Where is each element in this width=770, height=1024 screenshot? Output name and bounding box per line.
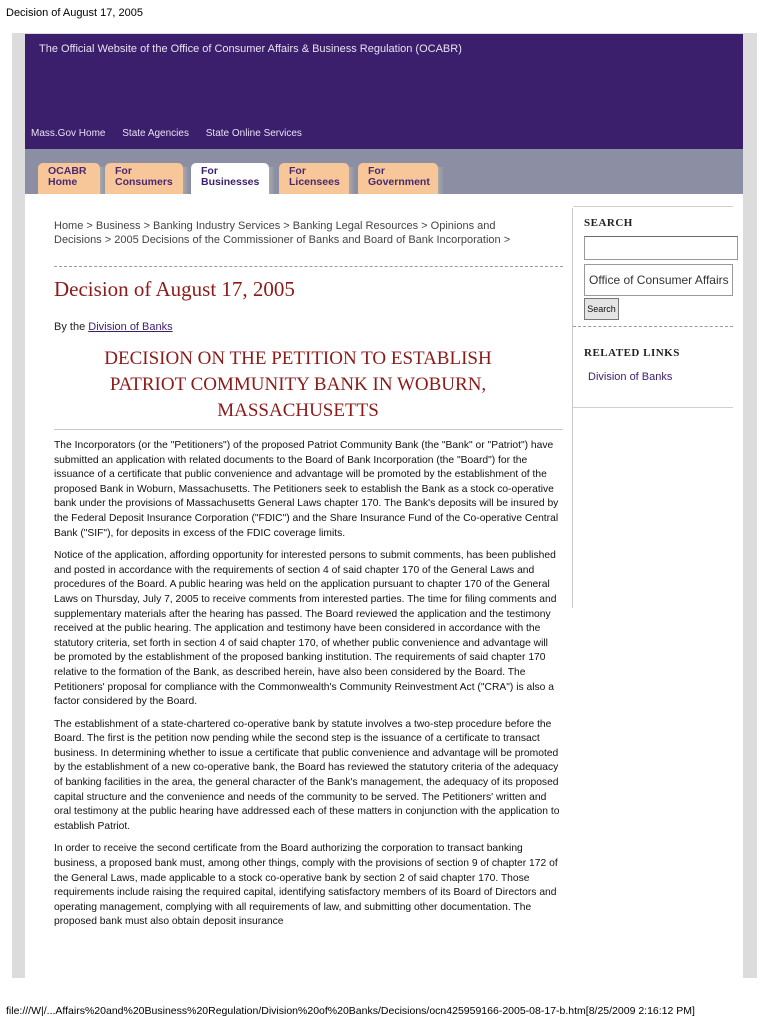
banner-title: The Official Website of the Office of Consumer Affairs & Business Regulation (OCABR) (39, 43, 462, 55)
tab-bar (25, 149, 743, 194)
utility-link-state-online-services[interactable]: State Online Services (205, 128, 302, 139)
print-footer: file:///W|/...Affairs%20and%20Business%20Regulation/Division%20of%20Banks/Decisions/ocn425959166-2005-08-17-b.htm[8/25/2009 2:16:12 PM] (6, 1005, 695, 1017)
decision-heading (54, 346, 542, 424)
tab-for-licensees[interactable] (279, 163, 349, 194)
decision-body (54, 439, 562, 938)
heading-divider (54, 429, 563, 430)
tab-label-line1: For (201, 165, 218, 177)
site-banner (25, 34, 743, 149)
tab-for-government[interactable] (358, 163, 438, 194)
division-of-banks-link[interactable]: Division of Banks (88, 321, 173, 333)
related-link-division-of-banks[interactable]: Division of Banks (588, 371, 673, 383)
breadcrumb-line-1[interactable]: Home > Business > Banking Industry Services > Banking Legal Resources > Opinions and (54, 220, 496, 232)
search-button[interactable]: Search (584, 298, 619, 320)
print-header: Decision of August 17, 2005 (6, 7, 143, 19)
byline (54, 321, 173, 333)
tab-label-line1: For (115, 165, 132, 177)
tab-ocabr-home[interactable] (38, 163, 100, 194)
tab-label-line2: Government (368, 176, 430, 188)
tab-label-line2: Home (48, 176, 78, 188)
paragraph-3: The establishment of a state-chartered co-operative bank by statute involves a two-step procedure before the Board. The first is the petition now pending while the second step is the issuance of a certificate to transact business. In determining whether to issue a certificate that public convenience and advantage will be promoted by the establishment of a new co-operative bank, the Board has reviewed the statutory criteria of the adequacy of banking facilities in the area, the general character of the Bank's management, the adequacy of its proposed capital structure and the convenience and needs of the community to be served. The Petitioners' written and oral testimony at the public hearing have addressed each of these matters in conjunction with the application to establish Patriot. (54, 718, 560, 832)
sidebar-separator (572, 208, 573, 608)
utility-nav (31, 128, 316, 139)
paragraph-1: The Incorporators (or the "Petitioners") of the proposed Patriot Community Bank (the "Bank" or "Patriot") have submitted an application with related documents to the Board of Bank Incorporation (the "Board") for the issuance of a certificate that public convenience and advantage will be promoted by the establishment of the proposed Bank in Woburn, Massachusetts. The Petitioners seek to establish the Bank as a stock co-operative bank under the provisions of Massachusetts General Laws chapter 170. The Bank's deposits will be insured by the Federal Deposit Insurance Corporation ("FDIC") and the Share Insurance Fund of the Co-operative Central Bank ("SIF"), for deposits in excess of the FDIC coverage limits. (54, 440, 559, 539)
related-links-label: RELATED LINKS (584, 347, 680, 359)
tab-label-line2: Consumers (115, 176, 173, 188)
tab-for-businesses[interactable] (191, 163, 269, 194)
page-title: Decision of August 17, 2005 (54, 277, 295, 301)
tab-label-line2: Businesses (201, 176, 260, 188)
paragraph-4: In order to receive the second certificate from the Board authorizing the corporation to transact banking business, a proposed bank must, among other things, comply with the provisions of section 9 of chapter 172 of the General Laws, made applicable to a stock co-operative bank by section 2 of said chapter 170. Those requirements include raising the required capital, identifying satisfactory members of its Board of Directors and operating management, complying with all requirements of law, and submitting other documentation. The proposed bank must also obtain deposit insurance (54, 843, 558, 928)
sidebar-top-rule (573, 206, 733, 207)
decision-heading-line-1: DECISION ON THE PETITION TO ESTABLISH (104, 348, 492, 369)
dashed-divider (54, 266, 563, 267)
tab-label-line1: OCABR (48, 165, 87, 177)
paragraph-2: Notice of the application, affording opportunity for interested persons to submit comments, has been published and posted in accordance with the requirements of section 4 of said chapter 170 of the General Laws and procedures of the Board. A public hearing was held on the application pursuant to chapter 170 of the General Laws on Thursday, July 7, 2005 to receive comments from interested parties. The time for filing comments and supplementary materials after the hearing has passed. The Board reviewed the application and the testimony received at the public hearing. The application and testimony have been considered in accordance with the statutory criteria, set forth in section 4 of said chapter 170, of whether public convenience and advantage will be promoted by the establishment of the proposed banking institution. The requirements of said chapter 170 relative to the formation of the Bank, as described herein, have also been considered by the Board. The Petitioners' proposal for compliance with the Commonwealth's Community Reinvestment Act ("CRA") is also a factor considered by the Board. (54, 550, 557, 708)
breadcrumb-line-2[interactable]: Decisions > 2005 Decisions of the Commissioner of Banks and Board of Bank Incorporation > (54, 234, 511, 246)
search-input[interactable] (584, 236, 738, 260)
decision-heading-line-3: MASSACHUSETTS (217, 400, 379, 421)
utility-link-state-agencies[interactable]: State Agencies (122, 128, 189, 139)
tab-label-line2: Licensees (289, 176, 340, 188)
tab-label-line1: For (368, 165, 385, 177)
sidebar-bottom-rule (573, 407, 733, 408)
utility-link-mass-gov-home[interactable]: Mass.Gov Home (31, 128, 106, 139)
byline-prefix: By the (54, 321, 89, 333)
breadcrumb[interactable] (54, 219, 554, 247)
sidebar-dashed-divider (573, 326, 733, 327)
search-label: SEARCH (584, 217, 633, 229)
tab-label-line1: For (289, 165, 306, 177)
tab-for-consumers[interactable] (105, 163, 183, 194)
agency-select[interactable]: Office of Consumer Affairs (584, 264, 733, 296)
decision-heading-line-2: PATRIOT COMMUNITY BANK IN WOBURN, (109, 374, 487, 395)
